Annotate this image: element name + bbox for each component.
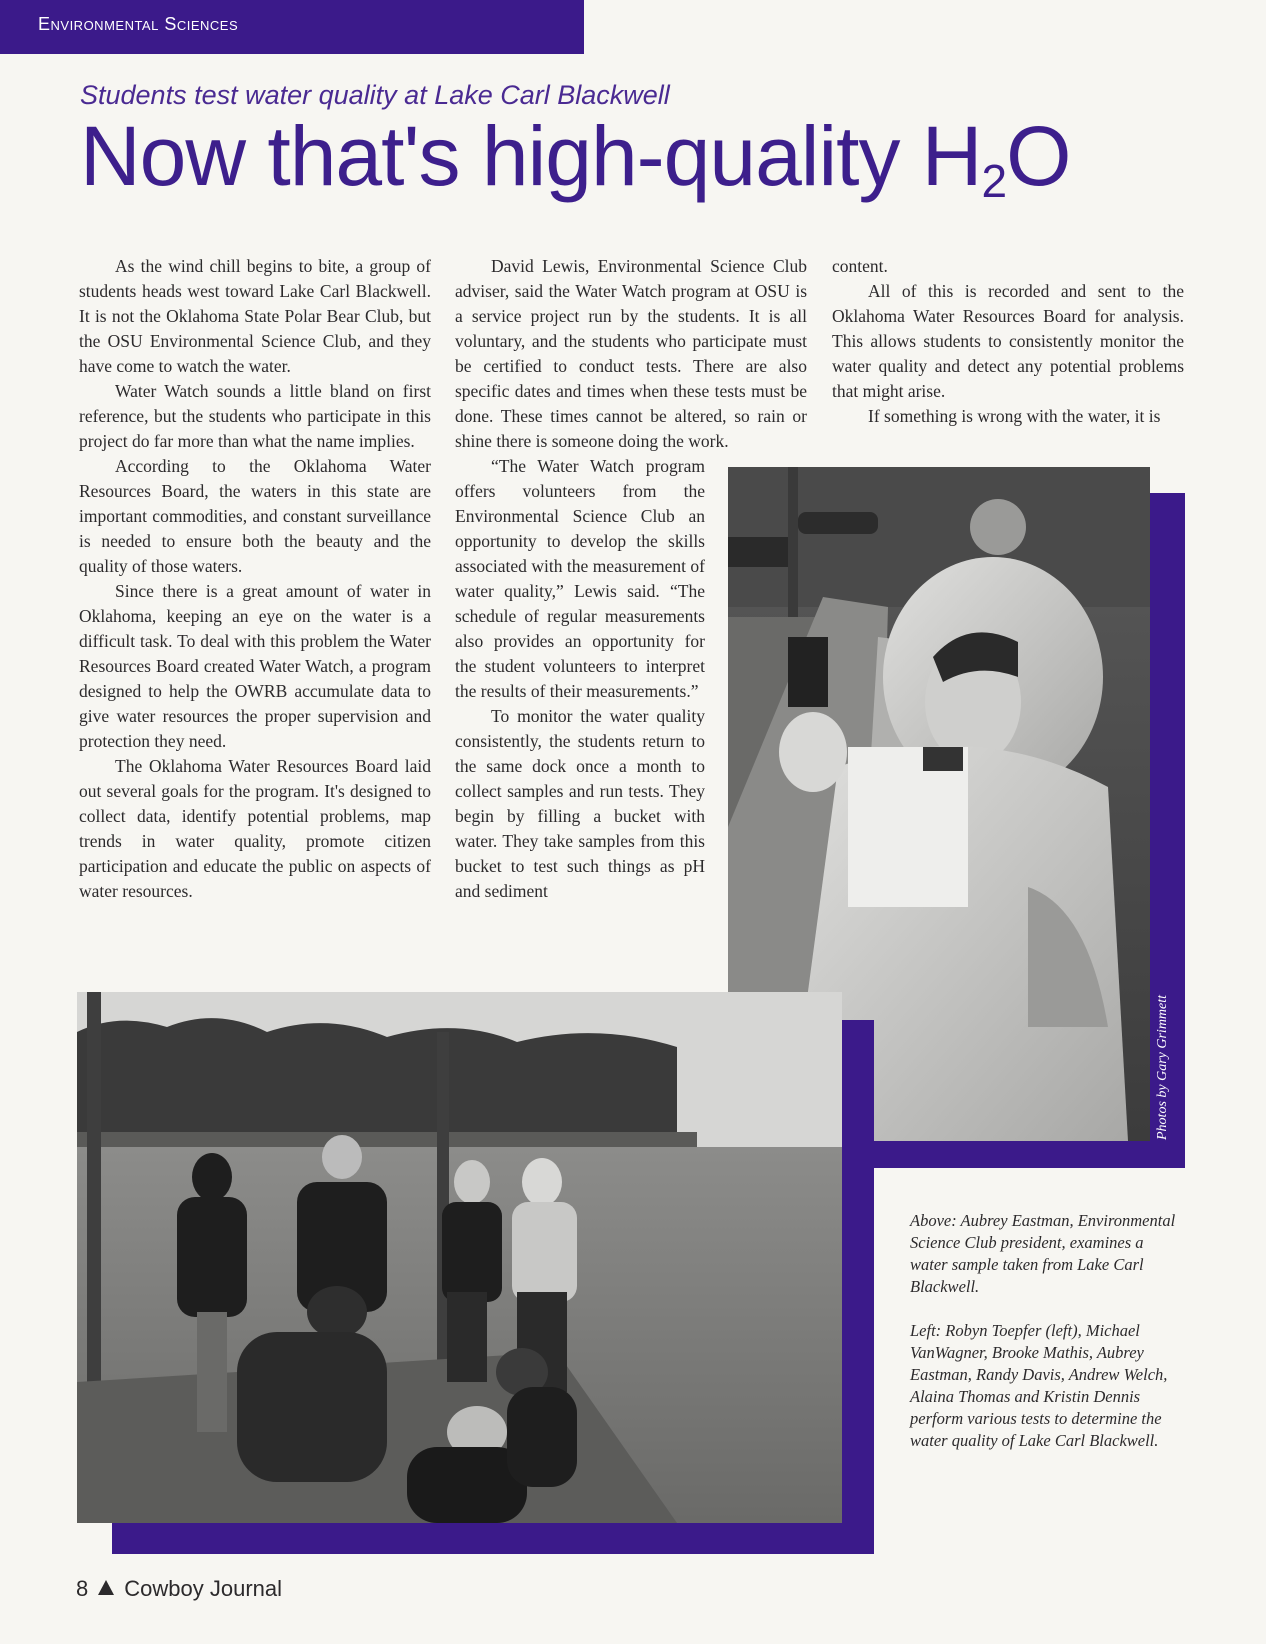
- triangle-icon: [98, 1580, 114, 1595]
- paragraph: All of this is recorded and sent to the Oklahoma Water Resources Board for analysis. This allows students to consistently monitor the water quality and detect any potential problems that might arise.: [832, 281, 1184, 401]
- paragraph: “The Water Watch program offers volunteers from the Environmental Science Club an opportunity to develop the skills associated with the measurement of water quality,” Lewis said. “The schedule of regular measurements also provides an opportunity for the student volunteers to interpret the results of their measurements.”: [455, 456, 705, 701]
- headline-subscript: 2: [981, 155, 1007, 207]
- paragraph: content.: [832, 256, 888, 276]
- column-1: [79, 254, 431, 904]
- kicker: Students test water quality at Lake Carl Blackwell: [80, 80, 670, 110]
- paragraph: David Lewis, Environmental Science Club adviser, said the Water Watch program at OSU is a service project run by the students. It is all voluntary, and the students who participate must be certified to conduct tests. There are also specific dates and times when these tests must be done. These times cannot be altered, so rain or shine there is someone doing the work.: [455, 256, 807, 451]
- headline-end: O: [1006, 109, 1071, 203]
- paragraph: If something is wrong with the water, it is: [868, 406, 1161, 426]
- paragraph: The Oklahoma Water Resources Board laid out several goals for the program. It's designed to collect data, identify potential problems, map trends in water quality, promote citizen participation and educate the public on aspects of water resources.: [79, 756, 431, 901]
- page-number: 8: [76, 1576, 89, 1601]
- section-label: Environmental Sciences: [38, 14, 239, 34]
- headline-main: Now that's high-quality H: [80, 109, 982, 203]
- headline: [80, 108, 1070, 208]
- caption-left: Left: Robyn Toepfer (left), Michael VanWagner, Brooke Mathis, Aubrey Eastman, Randy Davis, Andrew Welch, Alaina Thomas and Kristin Dennis perform various tests to determine the water quality of Lake Carl Blackwell.: [910, 1321, 1168, 1450]
- photo-illustration: [77, 992, 842, 1523]
- column-3: [832, 254, 1184, 429]
- paragraph: To monitor the water quality consistently, the students return to the same dock once a month to collect samples and run tests. They begin by filling a bucket with water. They take samples from this bucket to test such things as pH and sediment: [455, 706, 705, 901]
- photo-group-on-dock: [77, 992, 842, 1523]
- paragraph: According to the Oklahoma Water Resources Board, the waters in this state are important commodities, and constant surveillance is needed to ensure both the beauty and the quality of those waters.: [79, 456, 431, 576]
- publication-name: Cowboy Journal: [124, 1576, 282, 1601]
- photo-captions: [910, 1210, 1180, 1474]
- page-footer: [76, 1576, 282, 1602]
- paragraph: Since there is a great amount of water in Oklahoma, keeping an eye on the water is a difficult task. To deal with this problem the Water Resources Board created Water Watch, a program designed to help the OWRB accumulate data to give water resources the proper supervision and protection they need.: [79, 581, 431, 751]
- photo-credit: Photos by Gary Grimmett: [1155, 994, 1170, 1140]
- paragraph: Water Watch sounds a little bland on first reference, but the students who participate in this project do far more than what the name implies.: [79, 381, 431, 451]
- caption-above: Above: Aubrey Eastman, Environmental Science Club president, examines a water sample taken from Lake Carl Blackwell.: [910, 1211, 1176, 1296]
- paragraph: As the wind chill begins to bite, a group of students heads west toward Lake Carl Blackwell. It is not the Oklahoma State Polar Bear Club, but the OSU Environmental Science Club, and they have come to watch the water.: [79, 256, 431, 376]
